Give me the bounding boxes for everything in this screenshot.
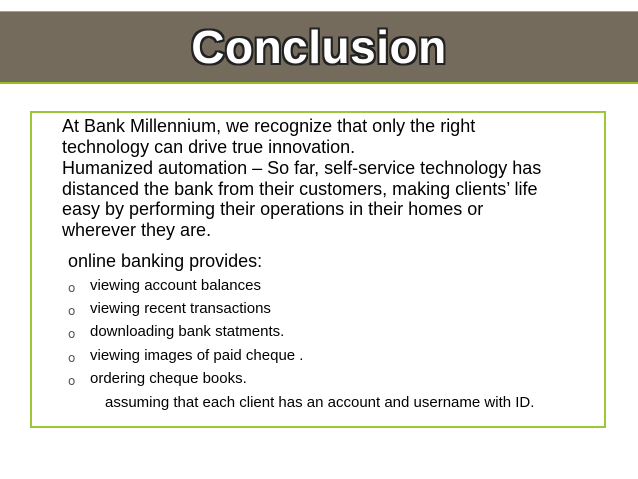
note-text: assuming that each client has an account and username with ID. — [105, 394, 535, 411]
bullet-text-line: technology can drive true innovation. — [62, 136, 356, 157]
sub-item-text: viewing images of paid cheque . — [90, 347, 304, 364]
bullet-text-line: At Bank Millennium, we recognize that only the right — [62, 116, 476, 136]
bullet-text — [62, 116, 475, 157]
title-bar — [0, 11, 638, 84]
slide-title: Conclusion — [191, 21, 447, 73]
sub-item-text: viewing account balances — [90, 277, 261, 294]
sub-item-text: downloading bank statments. — [90, 323, 285, 340]
bullet-text — [62, 158, 541, 240]
bullet-text — [68, 251, 262, 272]
bullet-text-line: wherever they are. — [62, 219, 212, 240]
sub-bullet-icon: o — [68, 281, 76, 295]
sub-bullet-icon: o — [68, 304, 76, 318]
bullet-text-line: easy by performing their operations in their homes or — [62, 199, 484, 219]
sub-bullet-icon: o — [68, 374, 76, 388]
sub-item-text: viewing recent transactions — [90, 300, 271, 317]
bullet-text-line: distanced the bank from their customers, making clients’ life — [62, 178, 538, 199]
bullet-text-line: online banking provides: — [68, 251, 263, 271]
bullet-text-line: Humanized automation – So far, self-service technology has — [62, 158, 542, 178]
content-box — [30, 111, 606, 428]
sub-item-text: ordering cheque books. — [90, 370, 247, 387]
sub-bullet-icon: o — [68, 327, 76, 341]
sub-bullet-icon: o — [68, 351, 76, 365]
